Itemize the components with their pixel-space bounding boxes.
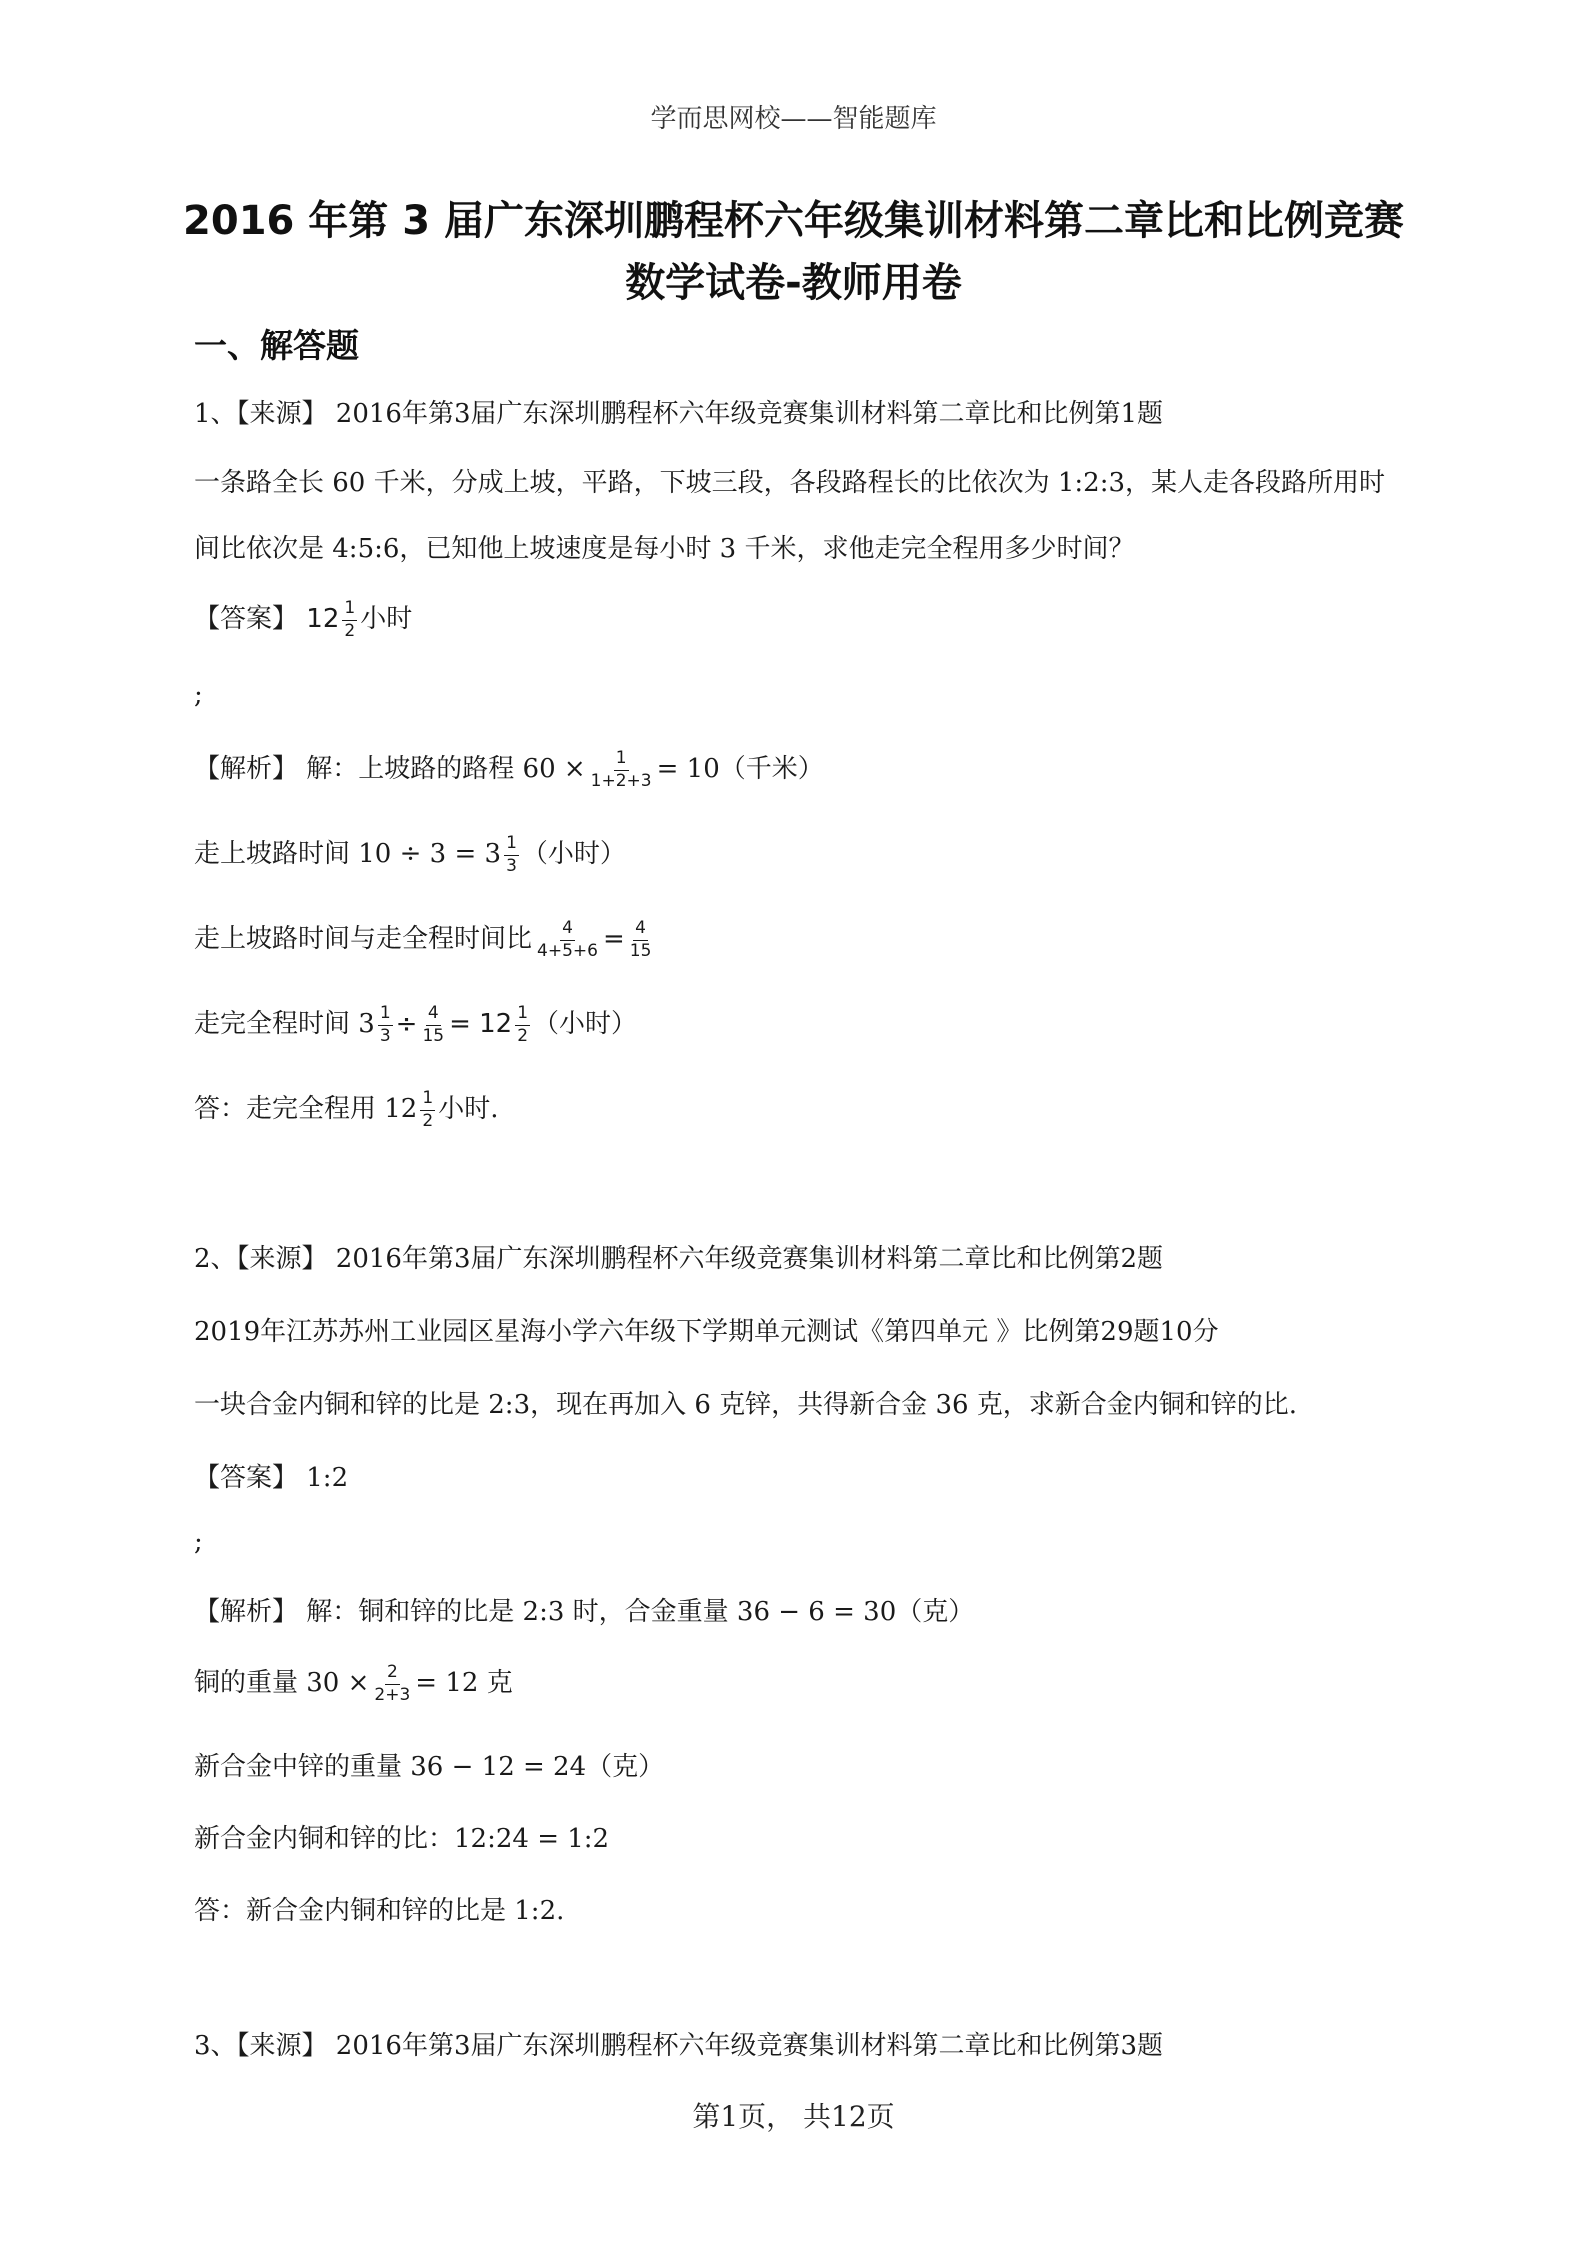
q2-solution-step-4: 新合金内铜和锌的比：12:24 = 1:2 [194, 1824, 610, 1854]
q2-answer: 【答案】 1:2 [194, 1463, 349, 1493]
section-title: 一、解答题 [194, 326, 359, 365]
answer-integer: 12 [306, 604, 340, 634]
fraction: $\frac{2}{2+3}$ [374, 1661, 411, 1705]
q1-conclusion: 答：走完全程用 12 $\frac{1}{2}$ 小时. [194, 1087, 499, 1131]
q1-solution-step-3: 走上坡路时间与走全程时间比 $\frac{4}{4+5+6}$ = $\frac{4}{15}$ [194, 917, 652, 961]
page-footer: 第1页， 共12页 [692, 2100, 895, 2133]
q2-separator: ; [194, 1527, 203, 1557]
q2-solution-step-2: 铜的重量 30 × $\frac{2}{2+3}$ = 12 克 [194, 1661, 513, 1705]
title-line-1: 2016 年第 3 届广东深圳鹏程杯六年级集训材料第二章比和比例竞赛 [183, 198, 1404, 244]
q2-conclusion: 答：新合金内铜和锌的比是 1:2. [194, 1896, 565, 1926]
q1-source: 1、【来源】 2016年第3届广东深圳鹏程杯六年级竞赛集训材料第二章比和比例第1题 [194, 399, 1164, 429]
q2-solution-step-3: 新合金中锌的重量 36 − 12 = 24（克） [194, 1752, 665, 1782]
q3-source: 3、【来源】 2016年第3届广东深圳鹏程杯六年级竞赛集训材料第二章比和比例第3题 [194, 2031, 1164, 2061]
fraction: $\frac{1}{2}$ [422, 1087, 434, 1131]
q1-answer [194, 598, 412, 641]
fraction: $\frac{4}{4+5+6}$ [537, 917, 598, 961]
q1-solution-step-1: 【解析】 解：上坡路的路程 60 × $\frac{1}{1+2+3}$ = 10（千米） [194, 747, 824, 791]
q1-separator: ; [194, 680, 203, 710]
document-title [150, 190, 1437, 314]
q2-solution-step-1: 【解析】 解：铜和锌的比是 2:3 时，合金重量 36 − 6 = 30（克） [194, 1597, 975, 1627]
fraction: $\frac{1}{3}$ [506, 832, 517, 876]
answer-fraction: $\frac{1}{2}$ [344, 597, 356, 641]
q1-solution-step-2: 走上坡路时间 10 ÷ 3 = 3 $\frac{1}{3}$ （小时） [194, 832, 626, 876]
fraction: $\frac{1}{3}$ [379, 1002, 391, 1046]
q2-source: 2、【来源】 2016年第3届广东深圳鹏程杯六年级竞赛集训材料第二章比和比例第2题 [194, 1244, 1164, 1274]
answer-label: 【答案】 [194, 604, 299, 634]
answer-unit: 小时 [360, 604, 413, 634]
q2-source-2: 2019年江苏苏州工业园区星海小学六年级下学期单元测试《第四单元 》比例第29题10分 [194, 1317, 1219, 1347]
fraction: $\frac{4}{15}$ [422, 1002, 445, 1046]
fraction: $\frac{1}{1+2+3}$ [590, 747, 652, 791]
q2-problem: 一块合金内铜和锌的比是 2:3，现在再加入 6 克锌，共得新合金 36 克，求新合金内铜和锌的比. [194, 1390, 1298, 1420]
fraction: $\frac{4}{15}$ [629, 917, 652, 961]
q1-solution-step-4: 走完全程时间 3 $\frac{1}{3}$ ÷ $\frac{4}{15}$ = 12 $\frac{1}{2}$ （小时） [194, 1002, 638, 1046]
title-line-2: 数学试卷-教师用卷 [625, 260, 962, 306]
page-header: 学而思网校——智能题库 [650, 104, 937, 134]
q1-problem: 一条路全长 60 千米，分成上坡，平路，下坡三段，各段路程长的比依次为 1:2:3，某人走各段路所用时间比依次是 4:5:6，已知他上坡速度是每小时 3 千米，求他走完全程用多少时间？ [194, 468, 1386, 564]
fraction: $\frac{1}{2}$ [517, 1002, 529, 1046]
